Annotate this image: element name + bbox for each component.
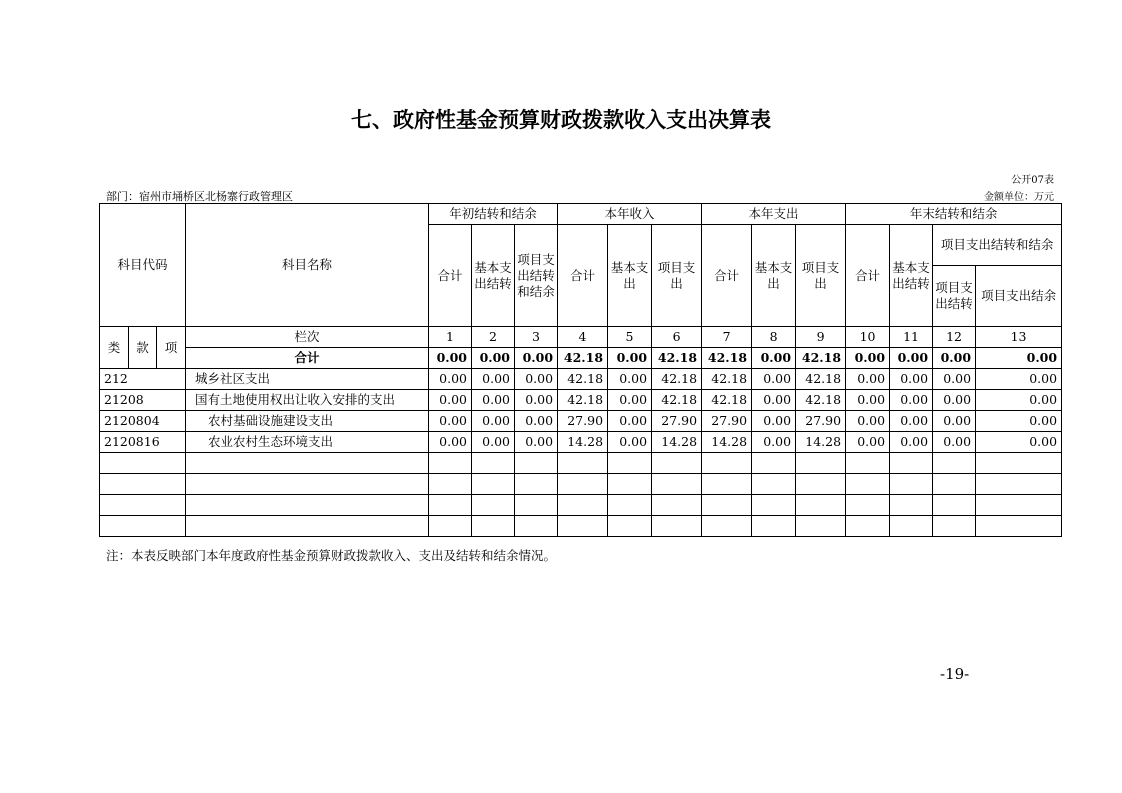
header-lei: 类 [100, 327, 129, 369]
page-title: 七、政府性基金预算财政拨款收入支出决算表 [351, 108, 771, 132]
row-code: 2120816 [100, 432, 186, 453]
cell: 0.00 [429, 369, 472, 390]
row-name: 国有土地使用权出让收入安排的支出 [186, 390, 429, 411]
cell: 42.18 [558, 369, 608, 390]
cell: 0.00 [752, 411, 796, 432]
table-row [100, 369, 1062, 390]
cell: 14.28 [796, 432, 846, 453]
col-number: 10 [846, 327, 890, 348]
cell: 42.18 [652, 348, 702, 369]
col-number: 7 [702, 327, 752, 348]
cell: 14.28 [702, 432, 752, 453]
cell: 42.18 [796, 369, 846, 390]
row-name: 城乡社区支出 [186, 369, 429, 390]
table-row [100, 411, 1062, 432]
cell: 42.18 [796, 348, 846, 369]
cell: 0.00 [890, 411, 933, 432]
cell: 0.00 [752, 369, 796, 390]
col-number: 6 [652, 327, 702, 348]
cell: 27.90 [702, 411, 752, 432]
table-row [100, 432, 1062, 453]
header-lanci: 栏次 [186, 327, 429, 348]
cell: 0.00 [472, 411, 515, 432]
cell: 0.00 [846, 369, 890, 390]
header-name: 科目名称 [186, 204, 429, 327]
col-number: 2 [472, 327, 515, 348]
empty-row [100, 495, 1062, 516]
table-row [100, 390, 1062, 411]
page-number: -19- [940, 665, 970, 683]
empty-row [100, 474, 1062, 495]
header-basic-exp: 基本支出 [752, 225, 796, 327]
cell: 0.00 [846, 348, 890, 369]
header-income: 本年收入 [558, 204, 702, 225]
cell: 0.00 [890, 348, 933, 369]
cell: 0.00 [429, 348, 472, 369]
header-project-exp: 项目支出 [652, 225, 702, 327]
cell: 0.00 [890, 369, 933, 390]
cell: 0.00 [846, 432, 890, 453]
header-basic-exp: 基本支出 [608, 225, 652, 327]
table-note: 注：本表反映部门本年度政府性基金预算财政拨款收入、支出及结转和结余情况。 [106, 548, 557, 563]
header-total: 合计 [846, 225, 890, 327]
cell: 42.18 [702, 390, 752, 411]
cell: 27.90 [796, 411, 846, 432]
cell: 27.90 [652, 411, 702, 432]
cell: 0.00 [933, 432, 976, 453]
row-name: 农业农村生态环境支出 [186, 432, 429, 453]
form-number: 公开07表 [1011, 175, 1054, 186]
cell: 0.00 [933, 390, 976, 411]
cell: 0.00 [608, 390, 652, 411]
cell: 0.00 [890, 432, 933, 453]
row-code: 212 [100, 369, 186, 390]
cell: 0.00 [846, 411, 890, 432]
cell: 0.00 [976, 390, 1062, 411]
cell: 0.00 [429, 411, 472, 432]
cell: 42.18 [796, 390, 846, 411]
empty-row [100, 516, 1062, 537]
header-xiang: 项 [157, 327, 186, 369]
total-row [100, 348, 1062, 369]
col-number: 9 [796, 327, 846, 348]
cell: 0.00 [846, 390, 890, 411]
header-basic-carry: 基本支出结转 [472, 225, 515, 327]
cell: 0.00 [608, 348, 652, 369]
col-number: 5 [608, 327, 652, 348]
cell: 0.00 [752, 390, 796, 411]
cell: 0.00 [472, 369, 515, 390]
cell: 0.00 [429, 390, 472, 411]
unit-label: 金额单位：万元 [984, 192, 1054, 203]
cell: 0.00 [608, 369, 652, 390]
cell: 0.00 [976, 432, 1062, 453]
cell: 14.28 [652, 432, 702, 453]
row-code: 21208 [100, 390, 186, 411]
cell: 0.00 [933, 369, 976, 390]
header-total: 合计 [702, 225, 752, 327]
cell: 42.18 [702, 369, 752, 390]
header-closing-balance: 年末结转和结余 [846, 204, 1062, 225]
col-number: 1 [429, 327, 472, 348]
cell: 0.00 [472, 390, 515, 411]
col-number: 8 [752, 327, 796, 348]
cell: 0.00 [515, 432, 558, 453]
header-project-carry-balance-group: 项目支出结转和结余 [933, 225, 1062, 266]
col-number: 11 [890, 327, 933, 348]
cell: 42.18 [652, 390, 702, 411]
header-total: 合计 [558, 225, 608, 327]
header-code: 科目代码 [100, 204, 186, 327]
cell: 42.18 [652, 369, 702, 390]
empty-row [100, 453, 1062, 474]
total-label: 合计 [186, 348, 429, 369]
header-basic-carry: 基本支出结转 [890, 225, 933, 327]
cell: 0.00 [976, 369, 1062, 390]
cell: 0.00 [933, 411, 976, 432]
cell: 0.00 [515, 369, 558, 390]
col-number: 4 [558, 327, 608, 348]
cell: 0.00 [515, 411, 558, 432]
cell: 0.00 [976, 411, 1062, 432]
col-number: 3 [515, 327, 558, 348]
header-project-balance: 项目支出结余 [976, 266, 1062, 327]
cell: 0.00 [608, 411, 652, 432]
cell: 0.00 [976, 348, 1062, 369]
cell: 0.00 [515, 348, 558, 369]
fund-budget-table [99, 203, 1062, 537]
cell: 42.18 [558, 390, 608, 411]
header-project-carry-balance: 项目支出结转和结余 [515, 225, 558, 327]
col-number: 13 [976, 327, 1062, 348]
cell: 0.00 [472, 432, 515, 453]
header-project-carry: 项目支出结转 [933, 266, 976, 327]
row-code: 2120804 [100, 411, 186, 432]
cell: 0.00 [933, 348, 976, 369]
cell: 0.00 [608, 432, 652, 453]
cell: 0.00 [752, 348, 796, 369]
cell: 0.00 [472, 348, 515, 369]
row-name: 农村基础设施建设支出 [186, 411, 429, 432]
header-total: 合计 [429, 225, 472, 327]
cell: 14.28 [558, 432, 608, 453]
header-expenditure: 本年支出 [702, 204, 846, 225]
cell: 0.00 [429, 432, 472, 453]
cell: 42.18 [702, 348, 752, 369]
cell: 42.18 [558, 348, 608, 369]
cell: 0.00 [515, 390, 558, 411]
cell: 0.00 [890, 390, 933, 411]
cell: 0.00 [752, 432, 796, 453]
header-opening-balance: 年初结转和结余 [429, 204, 558, 225]
header-project-exp: 项目支出 [796, 225, 846, 327]
department-label: 部门：宿州市埇桥区北杨寨行政管理区 [106, 190, 293, 203]
cell: 27.90 [558, 411, 608, 432]
col-number: 12 [933, 327, 976, 348]
header-kuan: 款 [129, 327, 157, 369]
